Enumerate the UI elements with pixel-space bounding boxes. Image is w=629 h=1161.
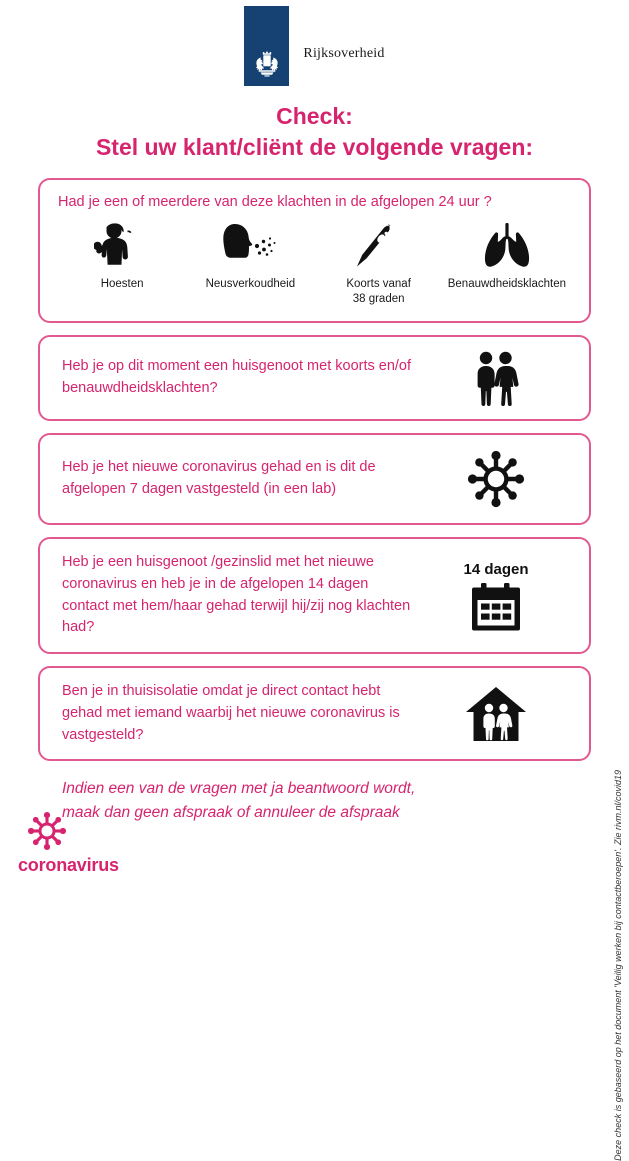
calendar-icon <box>470 583 522 631</box>
card-home-isolation-text <box>62 681 421 746</box>
card-housemate-contact-question: Heb je een huisgenoot /gezinslid met het nieuwe coronavirus en heb je in de afgelopen 14 dagen contact met hem/haar gehad terwijl hij/zij nog klachten had? <box>62 554 411 636</box>
sneezing-head-icon <box>186 219 314 271</box>
symptom-benauwdheid <box>443 219 571 292</box>
header-logo-row <box>0 0 629 88</box>
icon-caption-14-dagen: 14 dagen <box>463 560 529 578</box>
card-home-isolation <box>38 666 591 761</box>
symptom-koorts <box>315 219 443 307</box>
two-people-icon <box>468 350 524 406</box>
card-housemate-fever-question: Heb je op dit moment een huisgenoot met koorts en/of benauwdheidsklachten? <box>62 358 412 397</box>
thermometer-icon <box>315 219 443 271</box>
brand-wordmark: coronavirus <box>18 855 119 875</box>
lungs-icon <box>443 219 571 271</box>
symptom-label-benauwdheid: Benauwdheidsklachten <box>447 278 567 291</box>
symptom-neusverkoudheid <box>186 219 314 292</box>
page-title <box>0 102 629 162</box>
card-symptoms <box>38 178 591 324</box>
side-credit-text: Deze check is gebaseerd op het document 'Veilig werken bij contactberoepen'. Zie rivm.nl/covid19 <box>613 770 623 1161</box>
rijksoverheid-logo <box>244 6 384 86</box>
symptom-hoesten <box>58 219 186 292</box>
symptom-label-hoesten: Hoesten <box>100 278 144 291</box>
footer-note-line-1: Indien een van de vragen met ja beantwoord wordt, <box>62 780 416 798</box>
card-had-coronavirus-icon-wrap <box>421 448 571 510</box>
card-housemate-fever-text <box>62 356 421 400</box>
symptom-label-neusverkoudheid: Neusverkoudheid <box>205 278 296 291</box>
card-housemate-contact-icon-wrap <box>421 561 571 631</box>
card-had-coronavirus <box>38 433 591 525</box>
symptom-label-koorts: Koorts vanaf 38 graden <box>346 278 411 306</box>
card-housemate-contact-text <box>62 552 421 639</box>
brand-virus-icon-wrap <box>26 810 168 857</box>
card-home-isolation-icon-wrap <box>421 686 571 742</box>
house-with-people-icon <box>465 686 527 742</box>
logo-wordmark: Rijksoverheid <box>303 46 385 61</box>
card-had-coronavirus-question: Heb je het nieuwe coronavirus gehad en is dit de afgelopen 7 dagen vastgesteld (in een lab) <box>62 459 376 498</box>
question-cards <box>38 178 591 762</box>
card-had-coronavirus-text <box>62 457 421 501</box>
symptom-row <box>58 219 571 307</box>
virus-icon <box>465 448 527 510</box>
title-line-2: Stel uw klant/cliënt de volgende vragen: <box>95 133 534 160</box>
card-housemate-contact-14days <box>38 537 591 654</box>
logo-banner <box>244 6 289 86</box>
coronavirus-brand <box>18 810 168 876</box>
card-home-isolation-question: Ben je in thuisisolatie omdat je direct contact hebt gehad met iemand waarbij het nieuwe coronavirus is vastgesteld? <box>62 683 400 743</box>
coat-of-arms-icon <box>250 50 284 80</box>
card-symptoms-question: Had je een of meerdere van deze klachten in de afgelopen 24 uur ? <box>58 193 492 210</box>
card-housemate-fever-icon-wrap <box>421 350 571 406</box>
title-line-1: Check: <box>276 103 353 129</box>
card-housemate-fever <box>38 335 591 421</box>
footer-note-line-2: maak dan geen afspraak of annuleer de afspraak <box>62 804 400 822</box>
virus-icon <box>26 810 68 852</box>
coughing-person-icon <box>58 219 186 271</box>
